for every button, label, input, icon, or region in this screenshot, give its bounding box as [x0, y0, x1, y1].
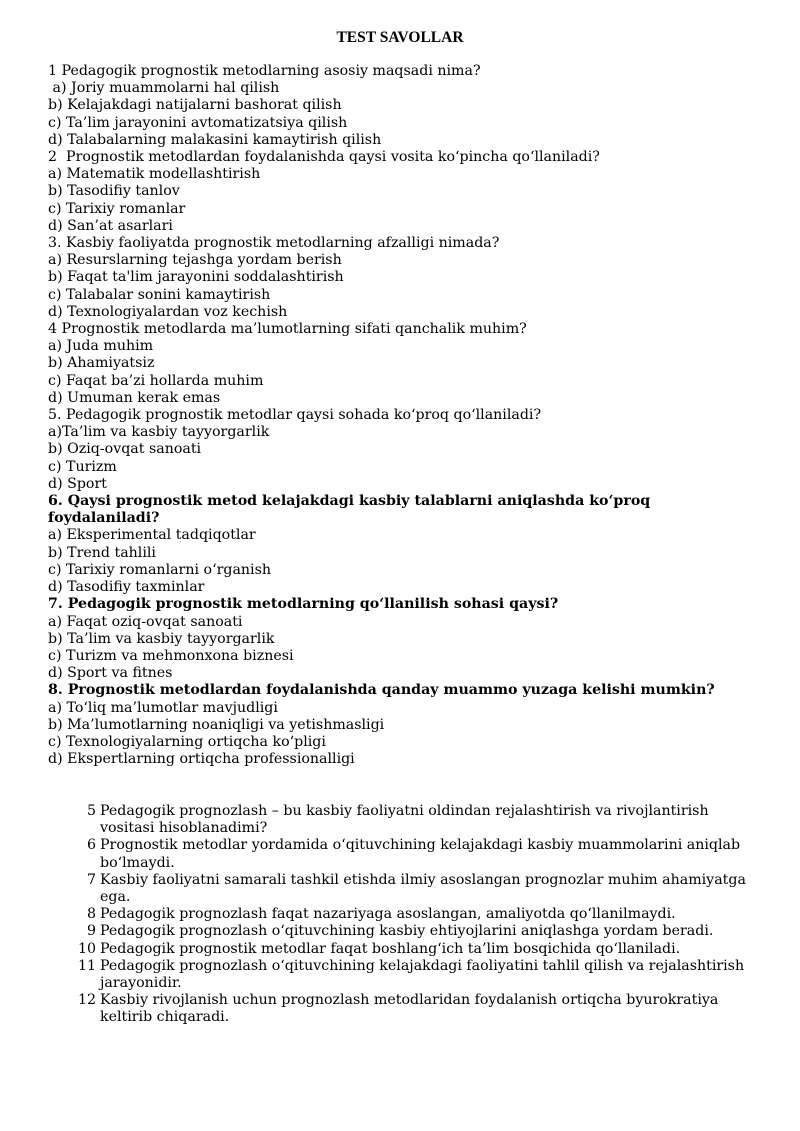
question-list [48, 63, 738, 768]
answer-option: a) Matematik modellashtirish [48, 166, 261, 183]
question-text: 3. Kasbiy faoliyatda prognostik metodlarning afzalligi nimada? [48, 235, 500, 252]
statement-number: 8 [86, 906, 96, 923]
question-text: 7. Pedagogik prognostik metodlarning qo‘llanilish sohasi qaysi? [48, 596, 559, 613]
answer-option: a)Ta’lim va kasbiy tayyorgarlik [48, 424, 270, 441]
question-text: 8. Prognostik metodlardan foydalanishda qanday muammo yuzaga kelishi mumkin? [48, 682, 715, 699]
answer-option: d) Tasodifiy taxminlar [48, 579, 205, 596]
answer-option: c) Tarixiy romanlarni o‘rganish [48, 561, 271, 578]
answer-option: d) Umuman kerak emas [48, 389, 221, 406]
page-title: TEST SAVOLLAR [336, 29, 464, 46]
statement-text: Kasbiy rivojlanish uchun prognozlash metodlaridan foydalanish ortiqcha byurokratiya keltirib chiqaradi. [100, 992, 719, 1026]
answer-option: c) Texnologiyalarning ortiqcha ko‘pligi [48, 733, 326, 750]
answer-option: d) Sport va fitnes [48, 665, 173, 682]
question-text: 6. Qaysi prognostik metod kelajakdagi kasbiy talablarni aniqlashda ko‘proq foydalaniladi? [48, 493, 651, 527]
statement-text: Pedagogik prognozlash – bu kasbiy faoliyatni oldindan rejalashtirish va rivojlantirish vositasi hisoblanadimi? [100, 803, 709, 837]
answer-option: d) Ekspertlarning ortiqcha professionalligi [48, 751, 355, 768]
answer-option: c) Talabalar sonini kamaytirish [48, 286, 271, 303]
answer-option: c) Faqat ba’zi hollarda muhim [48, 372, 264, 389]
statement-text: Kasbiy faoliyatni samarali tashkil etishda ilmiy asoslangan prognozlar muhim ahamiyatga ega. [100, 871, 746, 906]
statement-item [70, 941, 750, 958]
statement-item [70, 803, 750, 837]
question-text: 1 Pedagogik prognostik metodlarning asosiy maqsadi nima? [48, 63, 481, 79]
answer-option: d) Sport [48, 475, 107, 492]
answer-option: a) To‘liq ma’lumotlar mavjudligi [48, 699, 278, 716]
statement-number: 6 [86, 837, 96, 854]
question-text: 2 Prognostik metodlardan foydalanishda qaysi vosita ko‘pincha qo‘llaniladi? [48, 149, 600, 166]
question-text: 4 Prognostik metodlarda ma’lumotlarning sifati qanchalik muhim? [48, 321, 527, 338]
statement-number: 5 [86, 803, 96, 819]
answer-option: d) San’at asarlari [48, 217, 173, 234]
statement-text: Pedagogik prognostik metodlar faqat boshlang‘ich ta’lim bosqichida qo‘llaniladi. [100, 940, 681, 957]
answer-option: d) Texnologiyalardan voz kechish [48, 303, 288, 320]
statement-number: 12 [77, 992, 96, 1009]
statement-text: Pedagogik prognozlash faqat nazariyaga asoslangan, amaliyotda qo‘llanilmaydi. [100, 906, 676, 923]
answer-option: b) Ta’lim va kasbiy tayyorgarlik [48, 630, 275, 647]
answer-option: d) Talabalarning malakasini kamaytirish qilish [48, 131, 382, 148]
statement-number: 9 [86, 923, 96, 940]
statement-number: 11 [77, 957, 96, 974]
statement-item [70, 837, 750, 871]
answer-option: a) Resurslarning tejashga yordam berish [48, 252, 342, 269]
answer-option: a) Joriy muammolarni hal qilish [48, 80, 280, 97]
answer-option: c) Turizm [48, 458, 117, 475]
answer-option: b) Ma’lumotlarning noaniqligi va yetishmasligi [48, 716, 385, 733]
answer-option: b) Faqat ta'lim jarayonini soddalashtirish [48, 269, 344, 286]
answer-option: b) Tasodifiy tanlov [48, 183, 180, 200]
statement-item [70, 992, 750, 1026]
statement-number: 10 [77, 940, 96, 957]
answer-option: a) Faqat oziq-ovqat sanoati [48, 613, 243, 630]
statement-item [70, 923, 750, 940]
answer-option: c) Ta’lim jarayonini avtomatizatsiya qilish [48, 114, 348, 131]
statement-text: Pedagogik prognozlash o‘qituvchining kasbiy ehtiyojlarini aniqlashga yordam beradi. [100, 923, 714, 940]
statement-text: Prognostik metodlar yordamida o‘qituvchining kelajakdagi kasbiy muammolarini aniqlab bo‘lmaydi. [100, 837, 741, 871]
answer-option: a) Juda muhim [48, 338, 154, 355]
statement-item [70, 958, 750, 992]
statement-item [70, 906, 750, 923]
answer-option: b) Kelajakdagi natijalarni bashorat qilish [48, 97, 342, 114]
statement-item [70, 872, 750, 906]
statement-list [70, 803, 750, 1027]
statement-number: 7 [86, 871, 96, 888]
answer-option: b) Trend tahlili [48, 544, 156, 561]
statement-text: Pedagogik prognozlash o‘qituvchining kelajakdagi faoliyatini tahlil qilish va rejalashtirish jarayonidir. [100, 957, 745, 992]
question-text: 5. Pedagogik prognostik metodlar qaysi sohada ko‘proq qo‘llaniladi? [48, 407, 542, 424]
answer-option: b) Oziq-ovqat sanoati [48, 441, 202, 458]
answer-option: a) Eksperimental tadqiqotlar [48, 527, 256, 544]
answer-option: b) Ahamiyatsiz [48, 355, 155, 372]
answer-option: c) Tarixiy romanlar [48, 200, 186, 217]
answer-option: c) Turizm va mehmonxona biznesi [48, 647, 294, 664]
